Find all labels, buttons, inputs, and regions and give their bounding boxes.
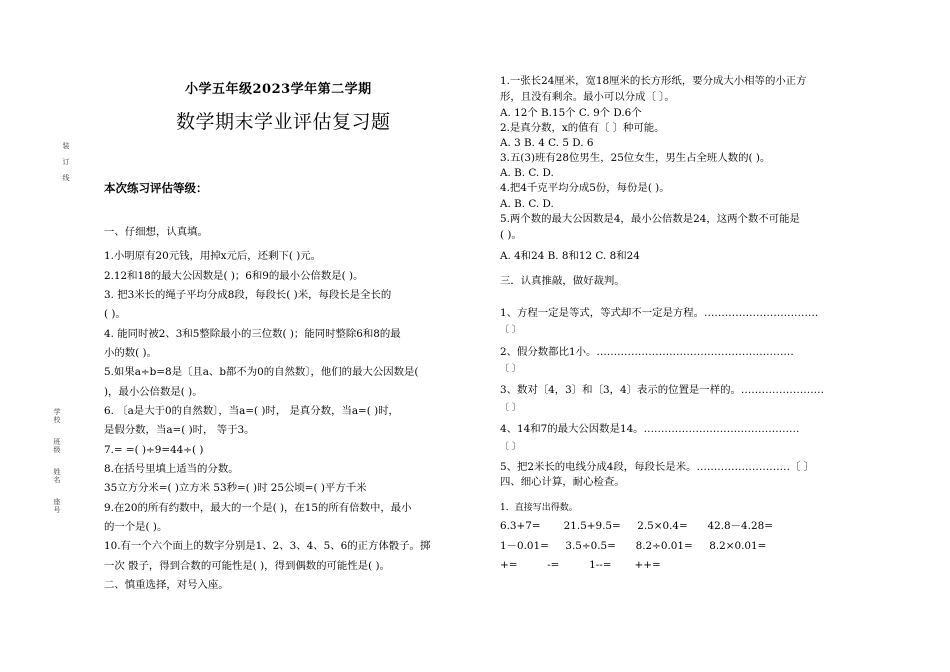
choice-line: 4.把4千克平均分成5份，每份是( )。 [500, 182, 670, 194]
question-line: 6. 〔a是大于0的自然数〕，当a=( )时， 是真分数，当a=( )时， [104, 405, 399, 417]
section-heading-choice: 二、慎重选择，对号入座。 [104, 579, 229, 591]
question-line: 8.在括号里填上适当的分数。 [104, 463, 239, 475]
judge-mark: 〔 〕 [500, 403, 521, 413]
choice-line: 2.是真分数，x的值有〔 〕种可能。 [500, 122, 665, 134]
calc-row: 6.3+7= 21.5+9.5= 2.5×0.4= 42.8－4.28= [500, 520, 773, 532]
judge-mark: 〔 〕 [500, 325, 521, 335]
binding-line-label: 装 订 线 [62, 142, 70, 182]
judge-item: 4、14和7的最大公因数是14。……………………………………… [500, 423, 800, 435]
choice-line: 5.两个数的最大公因数是4，最小公倍数是24，这两个数不可能是 [500, 213, 800, 225]
section-heading-judge: 三．认真推敲，做好裁判。 [500, 275, 625, 287]
choice-line: 1.一张长24厘米，宽18厘米的长方形纸，要分成大小相等的小正方 [500, 75, 807, 87]
question-line: ( )。 [104, 308, 126, 320]
judge-mark: 〔 〕 [500, 442, 521, 452]
question-line: 35立方分米=( )立方米 53秒=( )时 25公顷=( )平方千米 [104, 482, 367, 494]
choice-line: A. B. C. D. [500, 167, 554, 179]
question-line: 2.12和18的最大公因数是( )；6和9的最小公倍数是( )。 [104, 270, 364, 282]
judge-item: 1、方程一定是等式，等式却不一定是方程。…………………………… [500, 307, 819, 319]
question-line: 一次 骰子，得到合数的可能性是( )，得到偶数的可能性是( )。 [104, 560, 390, 572]
judge-item: 2、假分数都比1小。………………………………………………… [500, 346, 794, 358]
question-line: 是假分数，当a=( )时， 等于3。 [104, 424, 255, 436]
question-line: )，最小公倍数是( )。 [104, 386, 203, 398]
judge-mark: 〔 〕 [500, 364, 521, 374]
section-heading-calc: 四、细心计算，耐心检查。 [500, 476, 625, 488]
exam-title-line1: 小学五年级2023学年第二学期 [185, 82, 372, 97]
choice-line: A. 12个 B.15个 C. 9个 D.6个 [500, 107, 642, 119]
choice-line: A. B. C. D. [500, 198, 554, 210]
question-line: 7.= =( )÷9=44÷( ) [104, 444, 204, 456]
judge-item: 3、数对〔4，3〕和〔3，4〕表示的位置是一样的。…………………… [500, 384, 824, 396]
question-line: 5.如果a÷b=8是〔且a、b都不为0的自然数〕，他们的最大公因数是( [104, 366, 419, 378]
question-line: 9.在20的所有约数中，最大的一个是( )，在15的所有倍数中，最小 [104, 502, 412, 514]
calc-row: 1－0.01= 3.5÷0.5= 8.2÷0.01= 8.2×0.01= [500, 540, 767, 552]
calc-subheading: 1．直接写出得数。 [500, 503, 578, 513]
choice-line: A. 4和24 B. 8和12 C. 8和24 [500, 250, 640, 262]
choice-line: A. 3 B. 4 C. 5 D. 6 [500, 137, 594, 149]
question-line: 的一个是( )。 [104, 521, 168, 533]
exam-title-line2: 数学期末学业评估复习题 [176, 111, 391, 133]
section-heading-fill-blank: 一、仔细想，认真填。 [104, 226, 208, 238]
choice-line: 形，且没有剩余。最小可以分成〔 〕。 [500, 91, 675, 103]
question-line: 1.小明原有20元钱，用掉x元后，还剩下( )元。 [104, 250, 322, 262]
question-line: 3. 把3米长的绳子平均分成8段，每段长( )米，每段长是全长的 [104, 289, 392, 301]
student-info-labels: 学 校 班 级 姓 名 座 号 [53, 408, 61, 514]
choice-line: ( )。 [500, 229, 522, 241]
calc-row: += -= 1--= ++= [500, 559, 661, 571]
question-line: 10.有一个六个面上的数字分别是1、2、3、4、5、6的正方体骰子。掷 [104, 540, 431, 552]
judge-item: 5、把2米长的电线分成4段，每段长是米。………………………〔 〕 [500, 461, 815, 473]
question-line: 小的数( )。 [104, 347, 157, 359]
question-line: 4. 能同时被2、3和5整除最小的三位数( )；能同时整除6和8的最 [104, 328, 401, 340]
grade-label: 本次练习评估等级： [104, 181, 208, 195]
choice-line: 3.五(3)班有28位男生，25位女生，男生占全班人数的( )。 [500, 152, 771, 164]
